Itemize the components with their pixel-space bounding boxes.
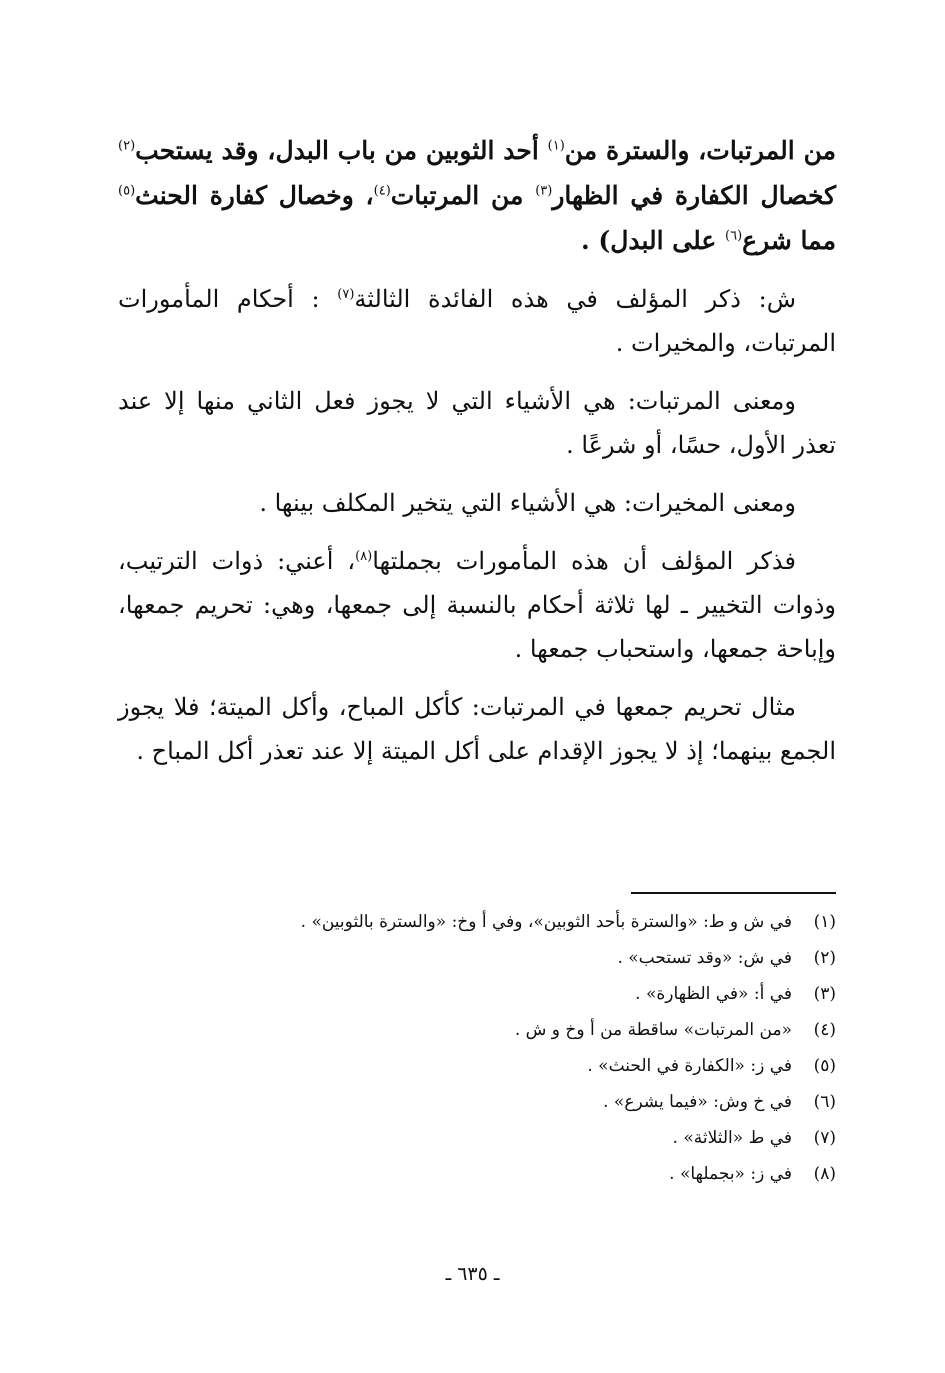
- text-run: ومعنى المخيرات: هي الأشياء التي يتخير المكلف بينها .: [259, 489, 796, 517]
- text-run: مما شرع: [742, 226, 836, 255]
- footnote-ref: (٥): [118, 183, 136, 199]
- footnote-ref: (٢): [118, 138, 136, 154]
- footnote-text: «من المرتبات» ساقطة من أ وخ و ش .: [514, 1020, 792, 1040]
- text-run: مثال تحريم جمعها في المرتبات: كأكل المباح، وأكل الميتة؛ فلا يجوز الجمع بينهما؛ إذ لا يجوز الإقدام على أكل الميتة إلا عند تعذر أكل المباح .: [118, 693, 836, 765]
- footnote-text: في خ وش: «فيما يشرع» .: [603, 1092, 792, 1112]
- footnote-ref: (١): [547, 138, 565, 154]
- footnote-text: في أ: «في الظهارة» .: [635, 984, 792, 1004]
- footnote-number: (٢): [813, 948, 836, 968]
- footnote-number: (٥): [813, 1056, 836, 1076]
- commentary: [118, 277, 836, 773]
- text-run: فذكر المؤلف أن هذه المأمورات بجملتها: [372, 547, 796, 575]
- footnote: [136, 1012, 836, 1048]
- footnote-ref: (٧): [337, 287, 355, 302]
- text-run: ش: ذكر المؤلف في هذه الفائدة الثالثة: [354, 285, 796, 313]
- text-run: من المرتبات، والسترة من: [564, 136, 836, 165]
- footnote: [136, 1048, 836, 1084]
- footnote-ref: (٦): [725, 228, 743, 244]
- paragraph: [118, 685, 836, 773]
- text-run: ومعنى المرتبات: هي الأشياء التي لا يجوز فعل الثاني منها إلا عند تعذر الأول، حسًا، أو شرعًا .: [118, 387, 836, 459]
- footnotes: [136, 904, 836, 1192]
- footnote-number: (٤): [813, 1020, 836, 1040]
- footnote-number: (٨): [813, 1164, 836, 1184]
- text-run: كخصال الكفارة في الظهار: [552, 181, 836, 210]
- paragraph: [118, 481, 836, 525]
- text-run: من المرتبات: [390, 181, 536, 210]
- text-run: : أحكام المأمورات المرتبات، والمخيرات .: [118, 285, 836, 357]
- footnote-number: (٧): [813, 1128, 836, 1148]
- text-run: أحد الثوبين من باب البدل، وقد يستحب: [135, 136, 548, 165]
- footnote-text: في ز: «بجملها» .: [669, 1164, 792, 1184]
- footnote: [136, 1120, 836, 1156]
- footnote-number: (١): [813, 912, 836, 932]
- paragraph: [118, 539, 836, 671]
- footnote-divider: [631, 892, 836, 894]
- footnote-text: في ز: «الكفارة في الحنث» .: [587, 1056, 792, 1076]
- paragraph: [118, 379, 836, 467]
- text-run: ، وخصال كفارة الحنث: [135, 181, 374, 210]
- footnote: [136, 976, 836, 1012]
- footnote: [136, 1084, 836, 1120]
- page-number: ـ ٦٣٥ ـ: [445, 1263, 500, 1285]
- footnote-ref: (٨): [355, 549, 373, 564]
- footnote: [136, 1156, 836, 1192]
- text-run: على البدل) .: [580, 226, 726, 255]
- footnote-text: في ط «الثلاثة» .: [672, 1128, 792, 1148]
- footnote: [136, 904, 836, 940]
- footnote-number: (٦): [813, 1092, 836, 1112]
- footnote-text: في ش: «وقد تستحب» .: [617, 948, 792, 968]
- footnote: [136, 940, 836, 976]
- footnote-ref: (٣): [535, 183, 553, 199]
- page-body: [118, 128, 836, 787]
- footnote-ref: (٤): [373, 183, 391, 199]
- text-run: ، أعني: ذوات الترتيب، وذوات التخيير ـ لها ثلاثة أحكام بالنسبة إلى جمعها، وهي: تحريم جمعها، وإباحة جمعها، واستحباب جمعها .: [118, 547, 836, 663]
- main-text: [118, 128, 836, 263]
- footnote-text: في ش و ط: «والسترة بأحد الثوبين»، وفي أ وخ: «والسترة بالثوبين» .: [300, 912, 792, 932]
- paragraph: [118, 277, 836, 365]
- footnote-number: (٣): [813, 984, 836, 1004]
